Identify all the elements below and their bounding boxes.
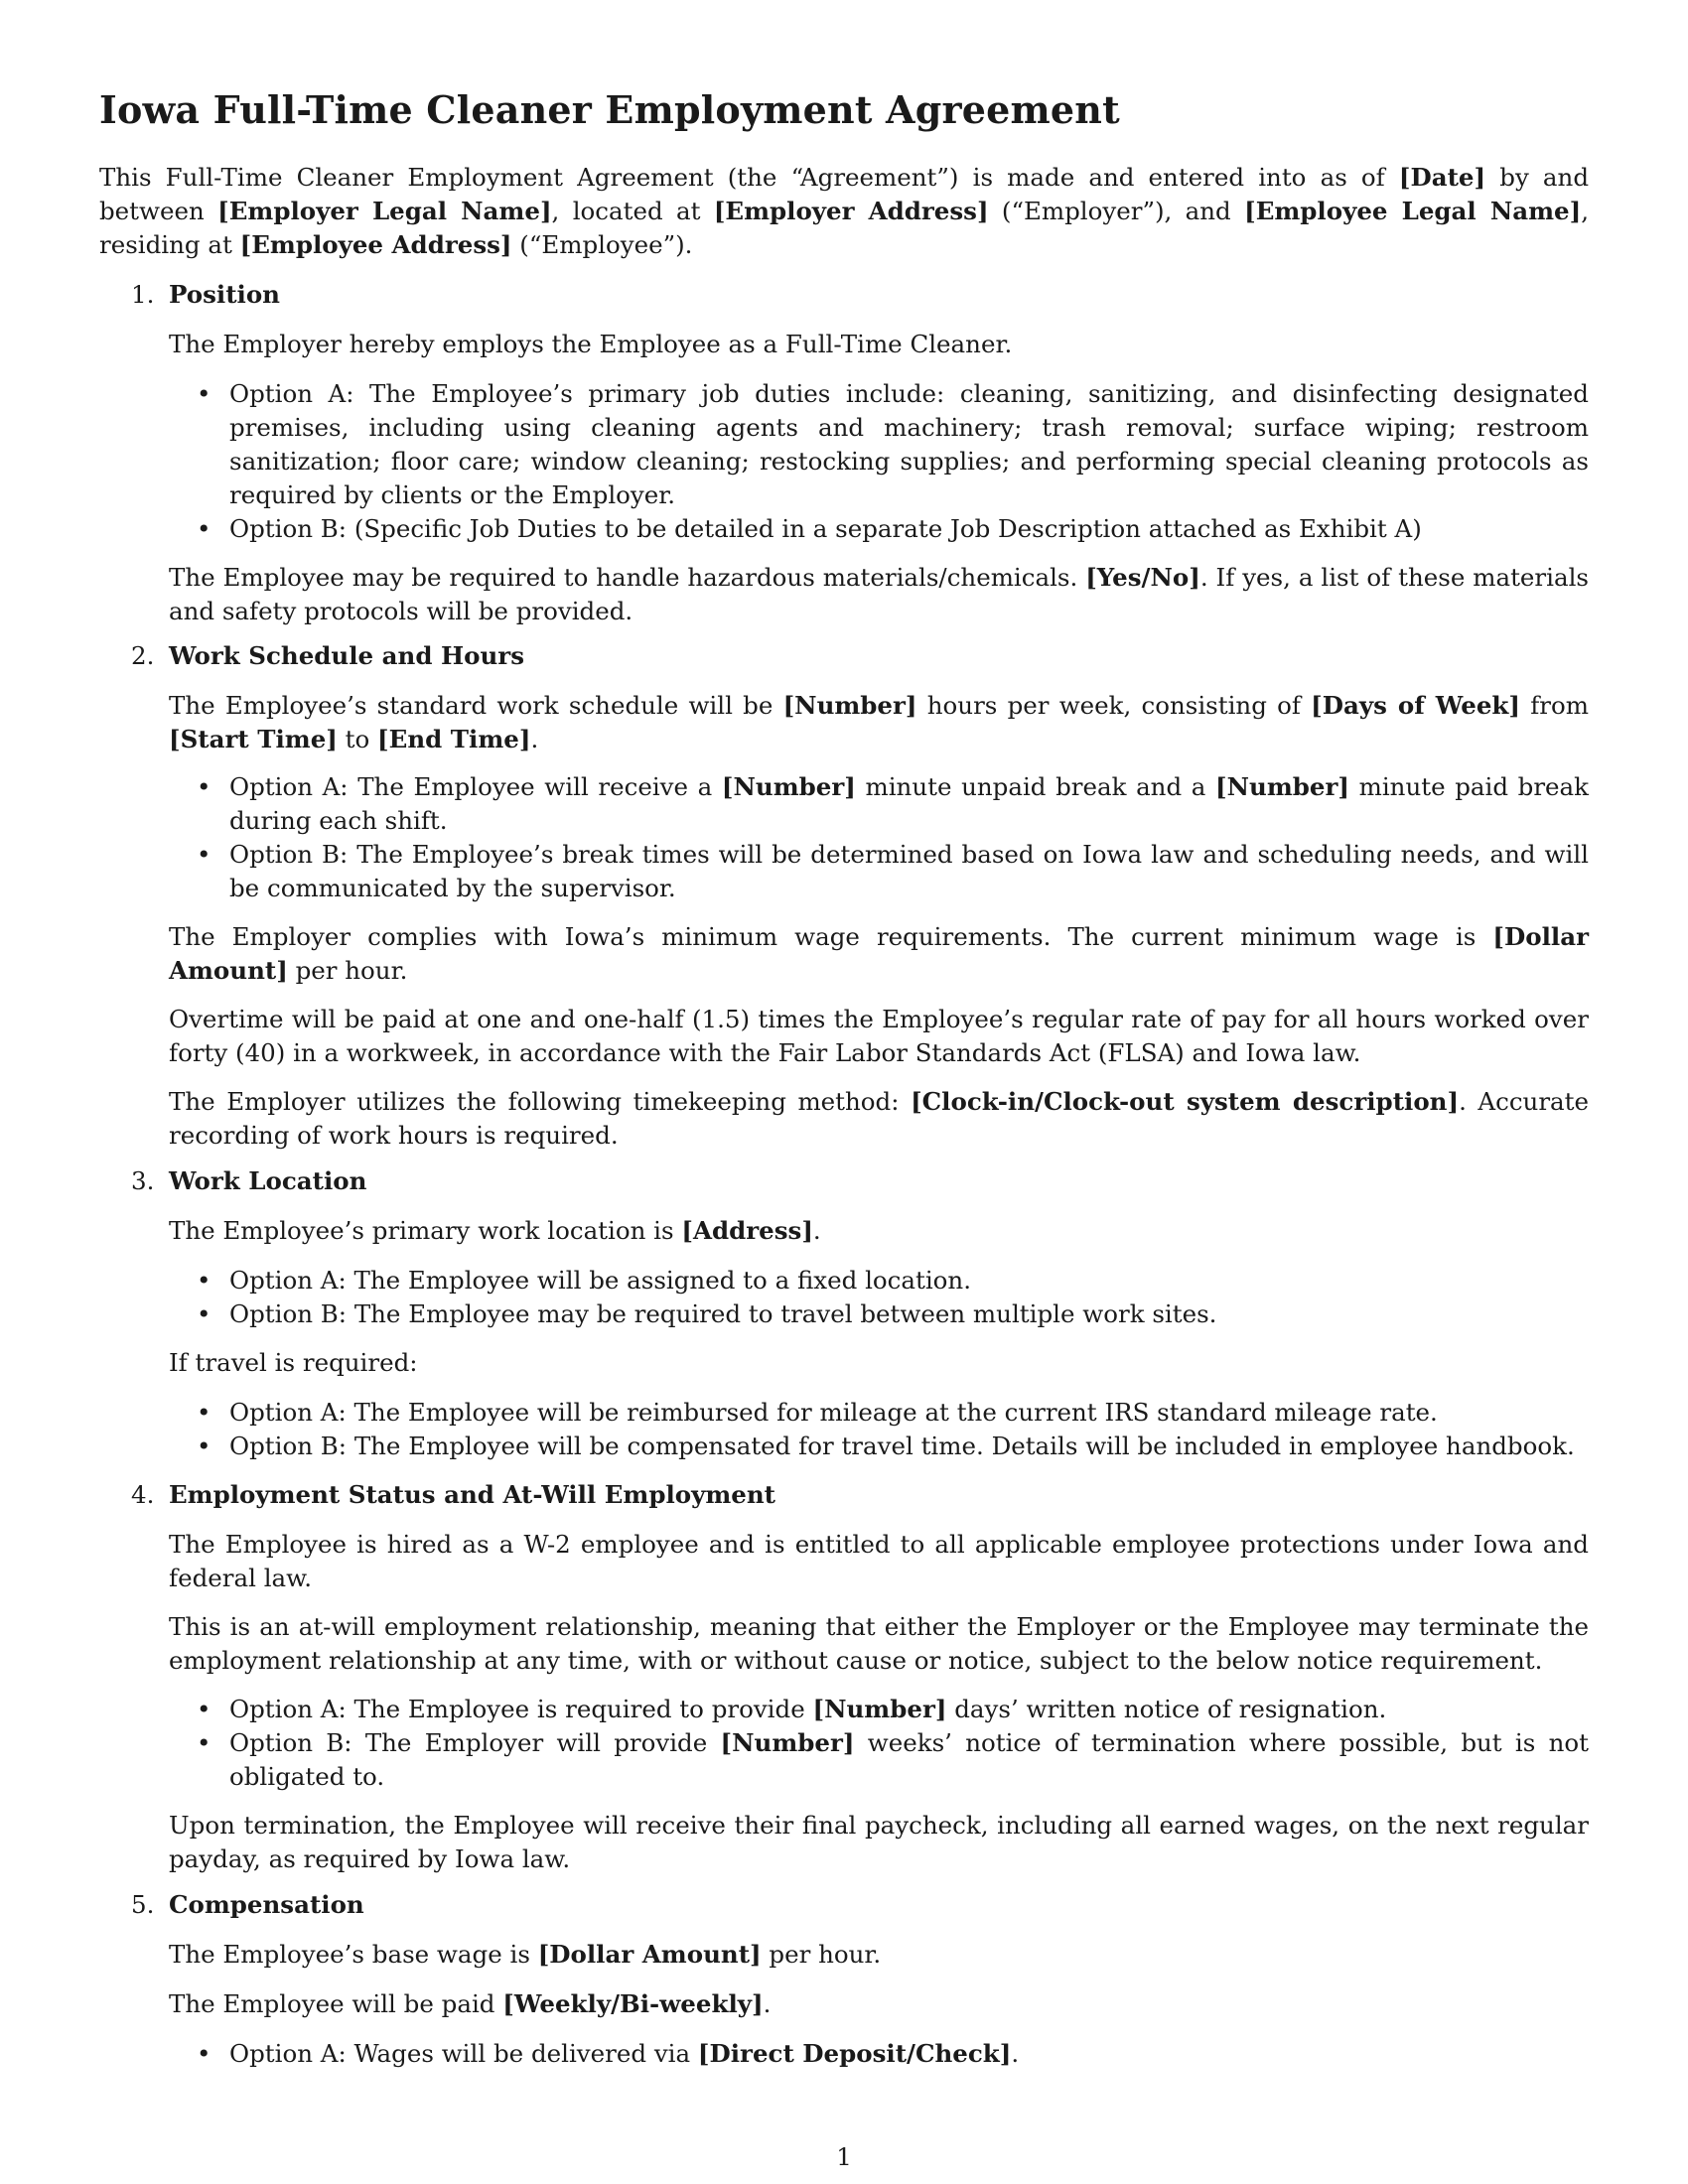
bullet-icon: • <box>197 772 211 801</box>
option-text: Option A: The Employee’s primary job duties include: cleaning, sanitizing, and disinfecting designated premises, including using cleaning agents and machinery; trash removal; surface wiping; restroom sanitization; floor care; window cleaning; restocking supplies; and performing special cleaning protocols as required by clients or the Employer. <box>229 379 1589 509</box>
paragraph-text: The Employer utilizes the following timekeeping method: <box>169 1087 912 1116</box>
employee-name-field: [Employee Legal Name] <box>1244 197 1582 225</box>
option-text: Option A: The Employee will be reimbursed for mileage at the current IRS standard mileage rate. <box>229 1398 1438 1427</box>
list-item <box>169 1396 1589 1430</box>
section-number: 2. <box>131 641 155 670</box>
s3-paragraph-2: If travel is required: <box>169 1348 418 1377</box>
section-title: Work Schedule and Hours <box>169 641 525 670</box>
s5-options-list <box>169 2037 1589 2071</box>
yes-no-field: [Yes/No] <box>1085 563 1200 592</box>
section-3-heading <box>131 1164 367 1198</box>
option-text: minute paid break during each shift. <box>229 772 1589 835</box>
option-text: Option B: The Employee may be required to travel between multiple work sites. <box>229 1299 1217 1328</box>
option-text: Option A: Wages will be delivered via <box>229 2039 698 2068</box>
section-2-heading <box>131 639 525 673</box>
hours-field: [Number] <box>782 691 917 720</box>
s3-travel-options-list <box>169 1396 1589 1463</box>
s2-paragraph-1 <box>169 689 1589 756</box>
s2-options-list <box>169 770 1589 905</box>
paragraph-text: The Employee’s primary work location is <box>169 1216 682 1245</box>
option-text: Option A: The Employee will receive a <box>229 772 722 801</box>
intro-paragraph <box>99 161 1589 262</box>
s1-paragraph-1: The Employer hereby employs the Employee as a Full-Time Cleaner. <box>169 330 1013 358</box>
bullet-icon: • <box>197 1695 211 1723</box>
option-text: Option B: (Specific Job Duties to be detailed in a separate Job Description attached as Exhibit A) <box>229 514 1422 543</box>
intro-text: (“Employer”), and <box>988 197 1245 225</box>
s4-paragraph-1: The Employee is hired as a W-2 employee and is entitled to all applicable employee protections under Iowa and federal law. <box>169 1530 1589 1592</box>
paragraph-text: The Employee will be paid <box>169 1989 503 2018</box>
employee-address-field: [Employee Address] <box>239 230 512 259</box>
section-number: 4. <box>131 1480 155 1509</box>
option-text: days’ written notice of resignation. <box>946 1695 1387 1723</box>
option-text: Option B: The Employer will provide <box>229 1728 721 1757</box>
minimum-wage-field: [Dollar Amount] <box>169 922 1589 985</box>
timekeeping-field: [Clock-in/Clock-out system description] <box>911 1087 1460 1116</box>
paragraph-text: The Employee may be required to handle hazardous materials/chemicals. <box>169 563 1086 592</box>
s4-paragraph-3: Upon termination, the Employee will receive their final paycheck, including all earned wages, on the next regular payday, as required by Iowa law. <box>169 1811 1589 1873</box>
bullet-icon: • <box>197 1266 211 1295</box>
option-text: weeks’ notice of termination where possible, but is not obligated to. <box>229 1728 1589 1791</box>
page-number: 1 <box>836 2142 852 2171</box>
s5-paragraph-2 <box>169 1987 1589 2021</box>
paid-break-field: [Number] <box>1215 772 1349 801</box>
s2-paragraph-3: Overtime will be paid at one and one-half (1.5) times the Employee’s regular rate of pay for all hours worked over forty (40) in a workweek, in accordance with the Fair Labor Standards Act (FLSA) and Iowa law. <box>169 1005 1589 1067</box>
section-5-heading <box>131 1888 364 1922</box>
s3-options-list <box>169 1264 1589 1331</box>
list-item <box>169 1726 1589 1794</box>
document-title: Iowa Full-Time Cleaner Employment Agreement <box>99 87 1120 132</box>
s4-options-list <box>169 1693 1589 1794</box>
payment-method-field: [Direct Deposit/Check] <box>697 2039 1012 2068</box>
option-text: Option A: The Employee will be assigned to a fixed location. <box>229 1266 971 1295</box>
s1-options-list <box>169 377 1589 546</box>
intro-text: This Full-Time Cleaner Employment Agreement (the “Agreement”) is made and entered into as of <box>99 163 1399 192</box>
option-text: . <box>1011 2039 1020 2068</box>
list-item <box>169 512 1589 546</box>
paragraph-text: The Employee’s base wage is <box>169 1940 538 1969</box>
section-number: 1. <box>131 280 155 309</box>
list-item <box>169 377 1589 512</box>
intro-text: , located at <box>551 197 714 225</box>
resignation-notice-field: [Number] <box>812 1695 947 1723</box>
bullet-icon: • <box>197 1299 211 1328</box>
paragraph-text: . <box>812 1216 821 1245</box>
intro-text: (“Employee”). <box>511 230 693 259</box>
section-number: 3. <box>131 1166 155 1195</box>
option-text: Option B: The Employee’s break times will be determined based on Iowa law and scheduling needs, and will be communicated by the supervisor. <box>229 840 1589 902</box>
s5-paragraph-1 <box>169 1938 1589 1972</box>
intro-text: by and between <box>99 163 1590 225</box>
bullet-icon: • <box>197 1728 211 1757</box>
work-address-field: [Address] <box>681 1216 813 1245</box>
section-title: Compensation <box>169 1890 364 1919</box>
list-item <box>169 770 1589 838</box>
option-text: Option A: The Employee is required to provide <box>229 1695 813 1723</box>
intro-text: , residing at <box>99 197 1589 259</box>
start-time-field: [Start Time] <box>169 725 338 753</box>
section-number: 5. <box>131 1890 155 1919</box>
section-1-heading <box>131 278 280 312</box>
paragraph-text: from <box>1520 691 1589 720</box>
s3-paragraph-1 <box>169 1214 1589 1248</box>
bullet-icon: • <box>197 379 211 408</box>
paragraph-text: The Employer complies with Iowa’s minimum wage requirements. The current minimum wage is <box>169 922 1493 951</box>
base-wage-field: [Dollar Amount] <box>537 1940 762 1969</box>
paragraph-text: . If yes, a list of these materials and safety protocols will be provided. <box>169 563 1589 625</box>
paragraph-text: to <box>337 725 378 753</box>
employer-name-field: [Employer Legal Name] <box>217 197 552 225</box>
end-time-field: [End Time] <box>377 725 531 753</box>
option-text: Option B: The Employee will be compensated for travel time. Details will be included in employee handbook. <box>229 1432 1575 1460</box>
unpaid-break-field: [Number] <box>721 772 856 801</box>
pay-frequency-field: [Weekly/Bi-weekly] <box>502 1989 764 2018</box>
list-item <box>169 1693 1589 1726</box>
section-4-heading <box>131 1478 775 1512</box>
paragraph-text: The Employee’s standard work schedule will be <box>169 691 783 720</box>
paragraph-text: . <box>530 725 539 753</box>
termination-notice-field: [Number] <box>720 1728 855 1757</box>
list-item <box>169 838 1589 905</box>
date-field: [Date] <box>1398 163 1486 192</box>
s4-paragraph-2: This is an at-will employment relationship, meaning that either the Employer or the Employee may terminate the employment relationship at any time, with or without cause or notice, subject to the below notice requirement. <box>169 1612 1589 1675</box>
list-item <box>169 2037 1589 2071</box>
list-item <box>169 1430 1589 1463</box>
section-title: Work Location <box>169 1166 367 1195</box>
s1-paragraph-2 <box>169 561 1589 628</box>
bullet-icon: • <box>197 1398 211 1427</box>
paragraph-text: . Accurate recording of work hours is required. <box>169 1087 1589 1150</box>
section-title: Employment Status and At-Will Employment <box>169 1480 775 1509</box>
employer-address-field: [Employer Address] <box>713 197 989 225</box>
bullet-icon: • <box>197 514 211 543</box>
paragraph-text: hours per week, consisting of <box>916 691 1312 720</box>
paragraph-text: . <box>763 1989 772 2018</box>
s2-paragraph-4 <box>169 1085 1589 1153</box>
days-field: [Days of Week] <box>1311 691 1520 720</box>
bullet-icon: • <box>197 1432 211 1460</box>
paragraph-text: per hour. <box>761 1940 882 1969</box>
option-text: minute unpaid break and a <box>855 772 1216 801</box>
bullet-icon: • <box>197 2039 211 2068</box>
section-title: Position <box>169 280 280 309</box>
list-item <box>169 1264 1589 1297</box>
s2-paragraph-2 <box>169 920 1589 988</box>
paragraph-text: per hour. <box>287 956 408 985</box>
bullet-icon: • <box>197 840 211 869</box>
list-item <box>169 1297 1589 1331</box>
